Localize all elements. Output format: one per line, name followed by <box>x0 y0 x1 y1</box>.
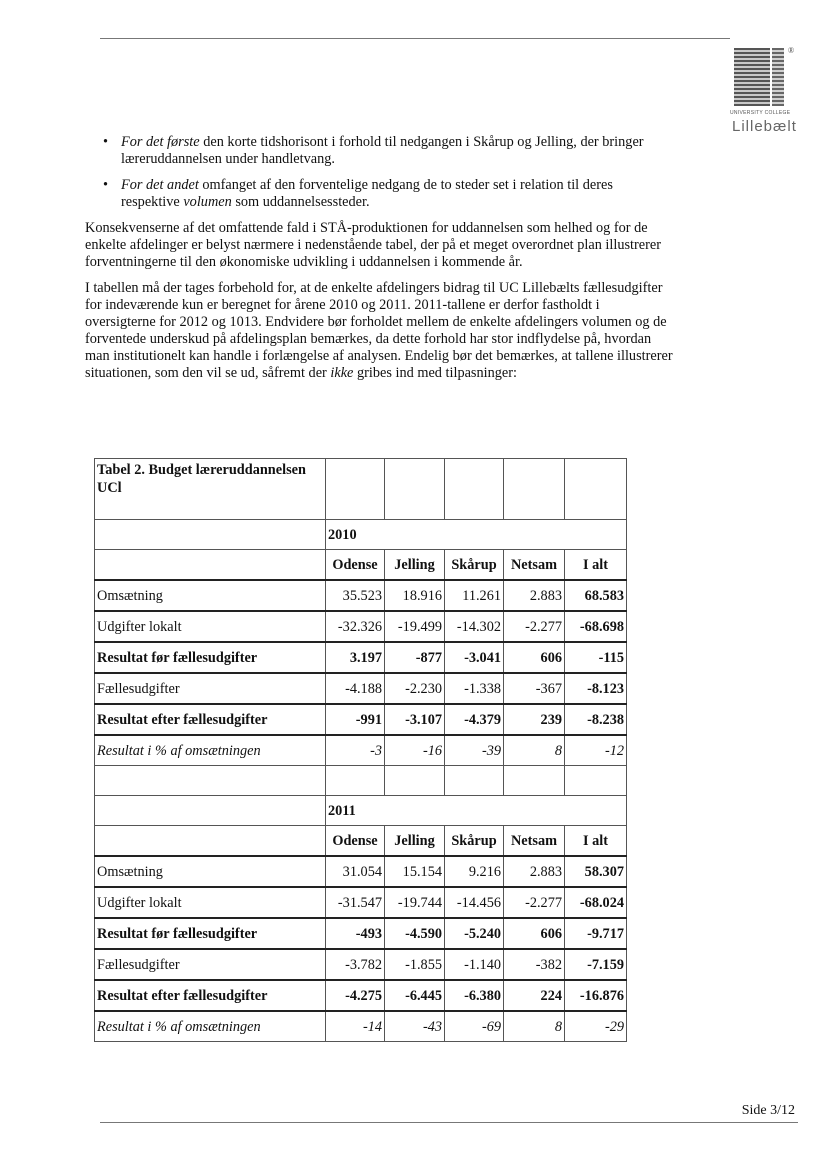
table-row <box>95 1011 627 1042</box>
row-label: Udgifter lokalt <box>95 611 326 642</box>
empty-cell <box>326 766 385 796</box>
body-text <box>85 134 673 391</box>
table-cell: -2.277 <box>504 611 565 642</box>
table-cell: -115 <box>565 642 627 673</box>
table-cell: -1.140 <box>445 949 504 980</box>
table-cell: 11.261 <box>445 580 504 611</box>
table-row <box>95 704 627 735</box>
row-label: Resultat i % af omsætningen <box>95 1011 326 1042</box>
page-number: Side 3/12 <box>741 1103 795 1118</box>
paragraph <box>85 280 673 382</box>
bullet-item <box>103 177 673 211</box>
column-header-row <box>95 550 627 581</box>
table-cell: 2.883 <box>504 856 565 887</box>
table-cell: -877 <box>385 642 445 673</box>
bullet-emphasis: volumen <box>183 194 232 210</box>
table-cell: -8.238 <box>565 704 627 735</box>
table-cell: 58.307 <box>565 856 627 887</box>
table-cell: 35.523 <box>326 580 385 611</box>
empty-cell <box>385 766 445 796</box>
table-cell: -991 <box>326 704 385 735</box>
table-cell: -493 <box>326 918 385 949</box>
bullet-item <box>103 134 673 168</box>
row-label: Resultat efter fællesudgifter <box>95 704 326 735</box>
table-cell: -16.876 <box>565 980 627 1011</box>
paragraph-emphasis: ikke <box>330 365 354 381</box>
table-row <box>95 918 627 949</box>
table-row <box>95 611 627 642</box>
table-cell: -2.230 <box>385 673 445 704</box>
table-cell: -68.024 <box>565 887 627 918</box>
table-cell: -14.456 <box>445 887 504 918</box>
table-cell: -1.338 <box>445 673 504 704</box>
header-rule <box>100 38 730 39</box>
empty-cell <box>95 796 326 826</box>
table-row <box>95 580 627 611</box>
table-cell: -14 <box>326 1011 385 1042</box>
column-header: Odense <box>326 550 385 581</box>
column-header: Netsam <box>504 826 565 857</box>
empty-cell <box>385 459 445 520</box>
empty-cell <box>95 766 326 796</box>
table-cell: -16 <box>385 735 445 766</box>
table-cell: -43 <box>385 1011 445 1042</box>
table-cell: -29 <box>565 1011 627 1042</box>
empty-cell <box>95 826 326 857</box>
table-cell: -4.188 <box>326 673 385 704</box>
year-row <box>95 796 627 826</box>
table-cell: 606 <box>504 918 565 949</box>
paragraph-text: gribes ind med tilpasninger: <box>353 365 517 381</box>
table-cell: -9.717 <box>565 918 627 949</box>
bullet-text: den korte tidshorisont i forhold til nedgangen i Skårup og Jelling, der bringer læreruddannelsen under handletvang. <box>121 134 644 167</box>
institution-logo <box>730 48 798 138</box>
spacer-row <box>95 766 627 796</box>
table-row <box>95 735 627 766</box>
table-title: Tabel 2. Budget læreruddannelsen UCl <box>95 459 326 520</box>
table-cell: -3 <box>326 735 385 766</box>
row-label: Resultat efter fællesudgifter <box>95 980 326 1011</box>
table-cell: 3.197 <box>326 642 385 673</box>
table-cell: 2.883 <box>504 580 565 611</box>
bullet-text: omfanget af den forventelige nedgang de to steder set i relation til deres respektive <box>121 177 613 210</box>
table-row <box>95 642 627 673</box>
column-header: Odense <box>326 826 385 857</box>
table-cell: 18.916 <box>385 580 445 611</box>
table-cell: 31.054 <box>326 856 385 887</box>
table-cell: 239 <box>504 704 565 735</box>
column-header-row <box>95 826 627 857</box>
bullet-lead: For det andet <box>121 177 199 193</box>
empty-cell <box>504 459 565 520</box>
row-label: Resultat før fællesudgifter <box>95 918 326 949</box>
year-row <box>95 520 627 550</box>
row-label: Resultat i % af omsætningen <box>95 735 326 766</box>
year-label: 2010 <box>326 520 627 550</box>
table-cell: -8.123 <box>565 673 627 704</box>
table-row <box>95 980 627 1011</box>
budget-table <box>94 458 627 1042</box>
table-cell: -6.380 <box>445 980 504 1011</box>
table-cell: -69 <box>445 1011 504 1042</box>
table-cell: 224 <box>504 980 565 1011</box>
table-cell: -3.107 <box>385 704 445 735</box>
empty-cell <box>445 766 504 796</box>
table-row <box>95 673 627 704</box>
column-header: Skårup <box>445 550 504 581</box>
empty-cell <box>445 459 504 520</box>
row-label: Omsætning <box>95 580 326 611</box>
empty-cell <box>95 520 326 550</box>
table-cell: -19.744 <box>385 887 445 918</box>
table-cell: -3.782 <box>326 949 385 980</box>
column-header: I alt <box>565 550 627 581</box>
registered-mark: ® <box>788 46 795 55</box>
table-row <box>95 949 627 980</box>
column-header: Netsam <box>504 550 565 581</box>
table-cell: -4.379 <box>445 704 504 735</box>
empty-cell <box>565 766 627 796</box>
bullet-text: som uddannelsessteder. <box>231 194 370 210</box>
footer-rule <box>100 1122 798 1123</box>
bullet-list <box>103 134 673 211</box>
table-cell: 606 <box>504 642 565 673</box>
table-cell: 68.583 <box>565 580 627 611</box>
column-header: Jelling <box>385 550 445 581</box>
empty-cell <box>504 766 565 796</box>
logo-subtitle: UNIVERSITY COLLEGE <box>730 110 791 116</box>
table-cell: 9.216 <box>445 856 504 887</box>
table-cell: -6.445 <box>385 980 445 1011</box>
paragraph-text: I tabellen må der tages forbehold for, at de enkelte afdelingers bidrag til UC Lillebælts fællesudgifter for indeværende kun er beregnet for årene 2010 og 2011. 2011-tallene er derfor fastholdt i oversigterne for 2012 og 1013. Endvidere bør forholdet mellem de enkelte afdelingers volumen og de forventede underskud på afdelingsplan bemærkes, da dette forhold har stor indflydelse på, hvordan man institutionelt kan handle i forlængelse af analysen. Endelig bør det bemærkes, at tallene illustrerer situationen, som den vil se ud, såfremt der <box>85 280 673 381</box>
table-cell: -3.041 <box>445 642 504 673</box>
column-header: I alt <box>565 826 627 857</box>
table-cell: -19.499 <box>385 611 445 642</box>
row-label: Resultat før fællesudgifter <box>95 642 326 673</box>
table-cell: -12 <box>565 735 627 766</box>
table-cell: -4.275 <box>326 980 385 1011</box>
logo-name: Lillebælt <box>732 118 797 135</box>
row-label: Fællesudgifter <box>95 949 326 980</box>
logo-mark-stripe-icon <box>772 48 784 106</box>
table-cell: 8 <box>504 735 565 766</box>
table-cell: -382 <box>504 949 565 980</box>
column-header: Skårup <box>445 826 504 857</box>
bullet-lead: For det første <box>121 134 200 150</box>
table-cell: -367 <box>504 673 565 704</box>
empty-cell <box>95 550 326 581</box>
row-label: Omsætning <box>95 856 326 887</box>
table-cell: -4.590 <box>385 918 445 949</box>
table-cell: -39 <box>445 735 504 766</box>
table-cell: -2.277 <box>504 887 565 918</box>
table-cell: -5.240 <box>445 918 504 949</box>
paragraph: Konsekvenserne af det omfattende fald i STÅ-produktionen for uddannelsen som helhed og for de enkelte afdelinger er belyst nærmere i nedenstående tabel, der på et meget overordnet plan illustrerer forventningerne til den økonomiske udvikling i uddannelsen i kommende år. <box>85 220 661 270</box>
budget-table-wrapper <box>94 458 627 1042</box>
table-cell: -68.698 <box>565 611 627 642</box>
table-row <box>95 856 627 887</box>
column-header: Jelling <box>385 826 445 857</box>
empty-cell <box>326 459 385 520</box>
table-title-row <box>95 459 627 520</box>
logo-mark-icon <box>734 48 770 106</box>
table-row <box>95 887 627 918</box>
table-cell: 8 <box>504 1011 565 1042</box>
table-cell: -7.159 <box>565 949 627 980</box>
row-label: Fællesudgifter <box>95 673 326 704</box>
table-cell: -31.547 <box>326 887 385 918</box>
empty-cell <box>565 459 627 520</box>
year-label: 2011 <box>326 796 627 826</box>
row-label: Udgifter lokalt <box>95 887 326 918</box>
table-cell: 15.154 <box>385 856 445 887</box>
table-cell: -32.326 <box>326 611 385 642</box>
table-cell: -14.302 <box>445 611 504 642</box>
table-cell: -1.855 <box>385 949 445 980</box>
